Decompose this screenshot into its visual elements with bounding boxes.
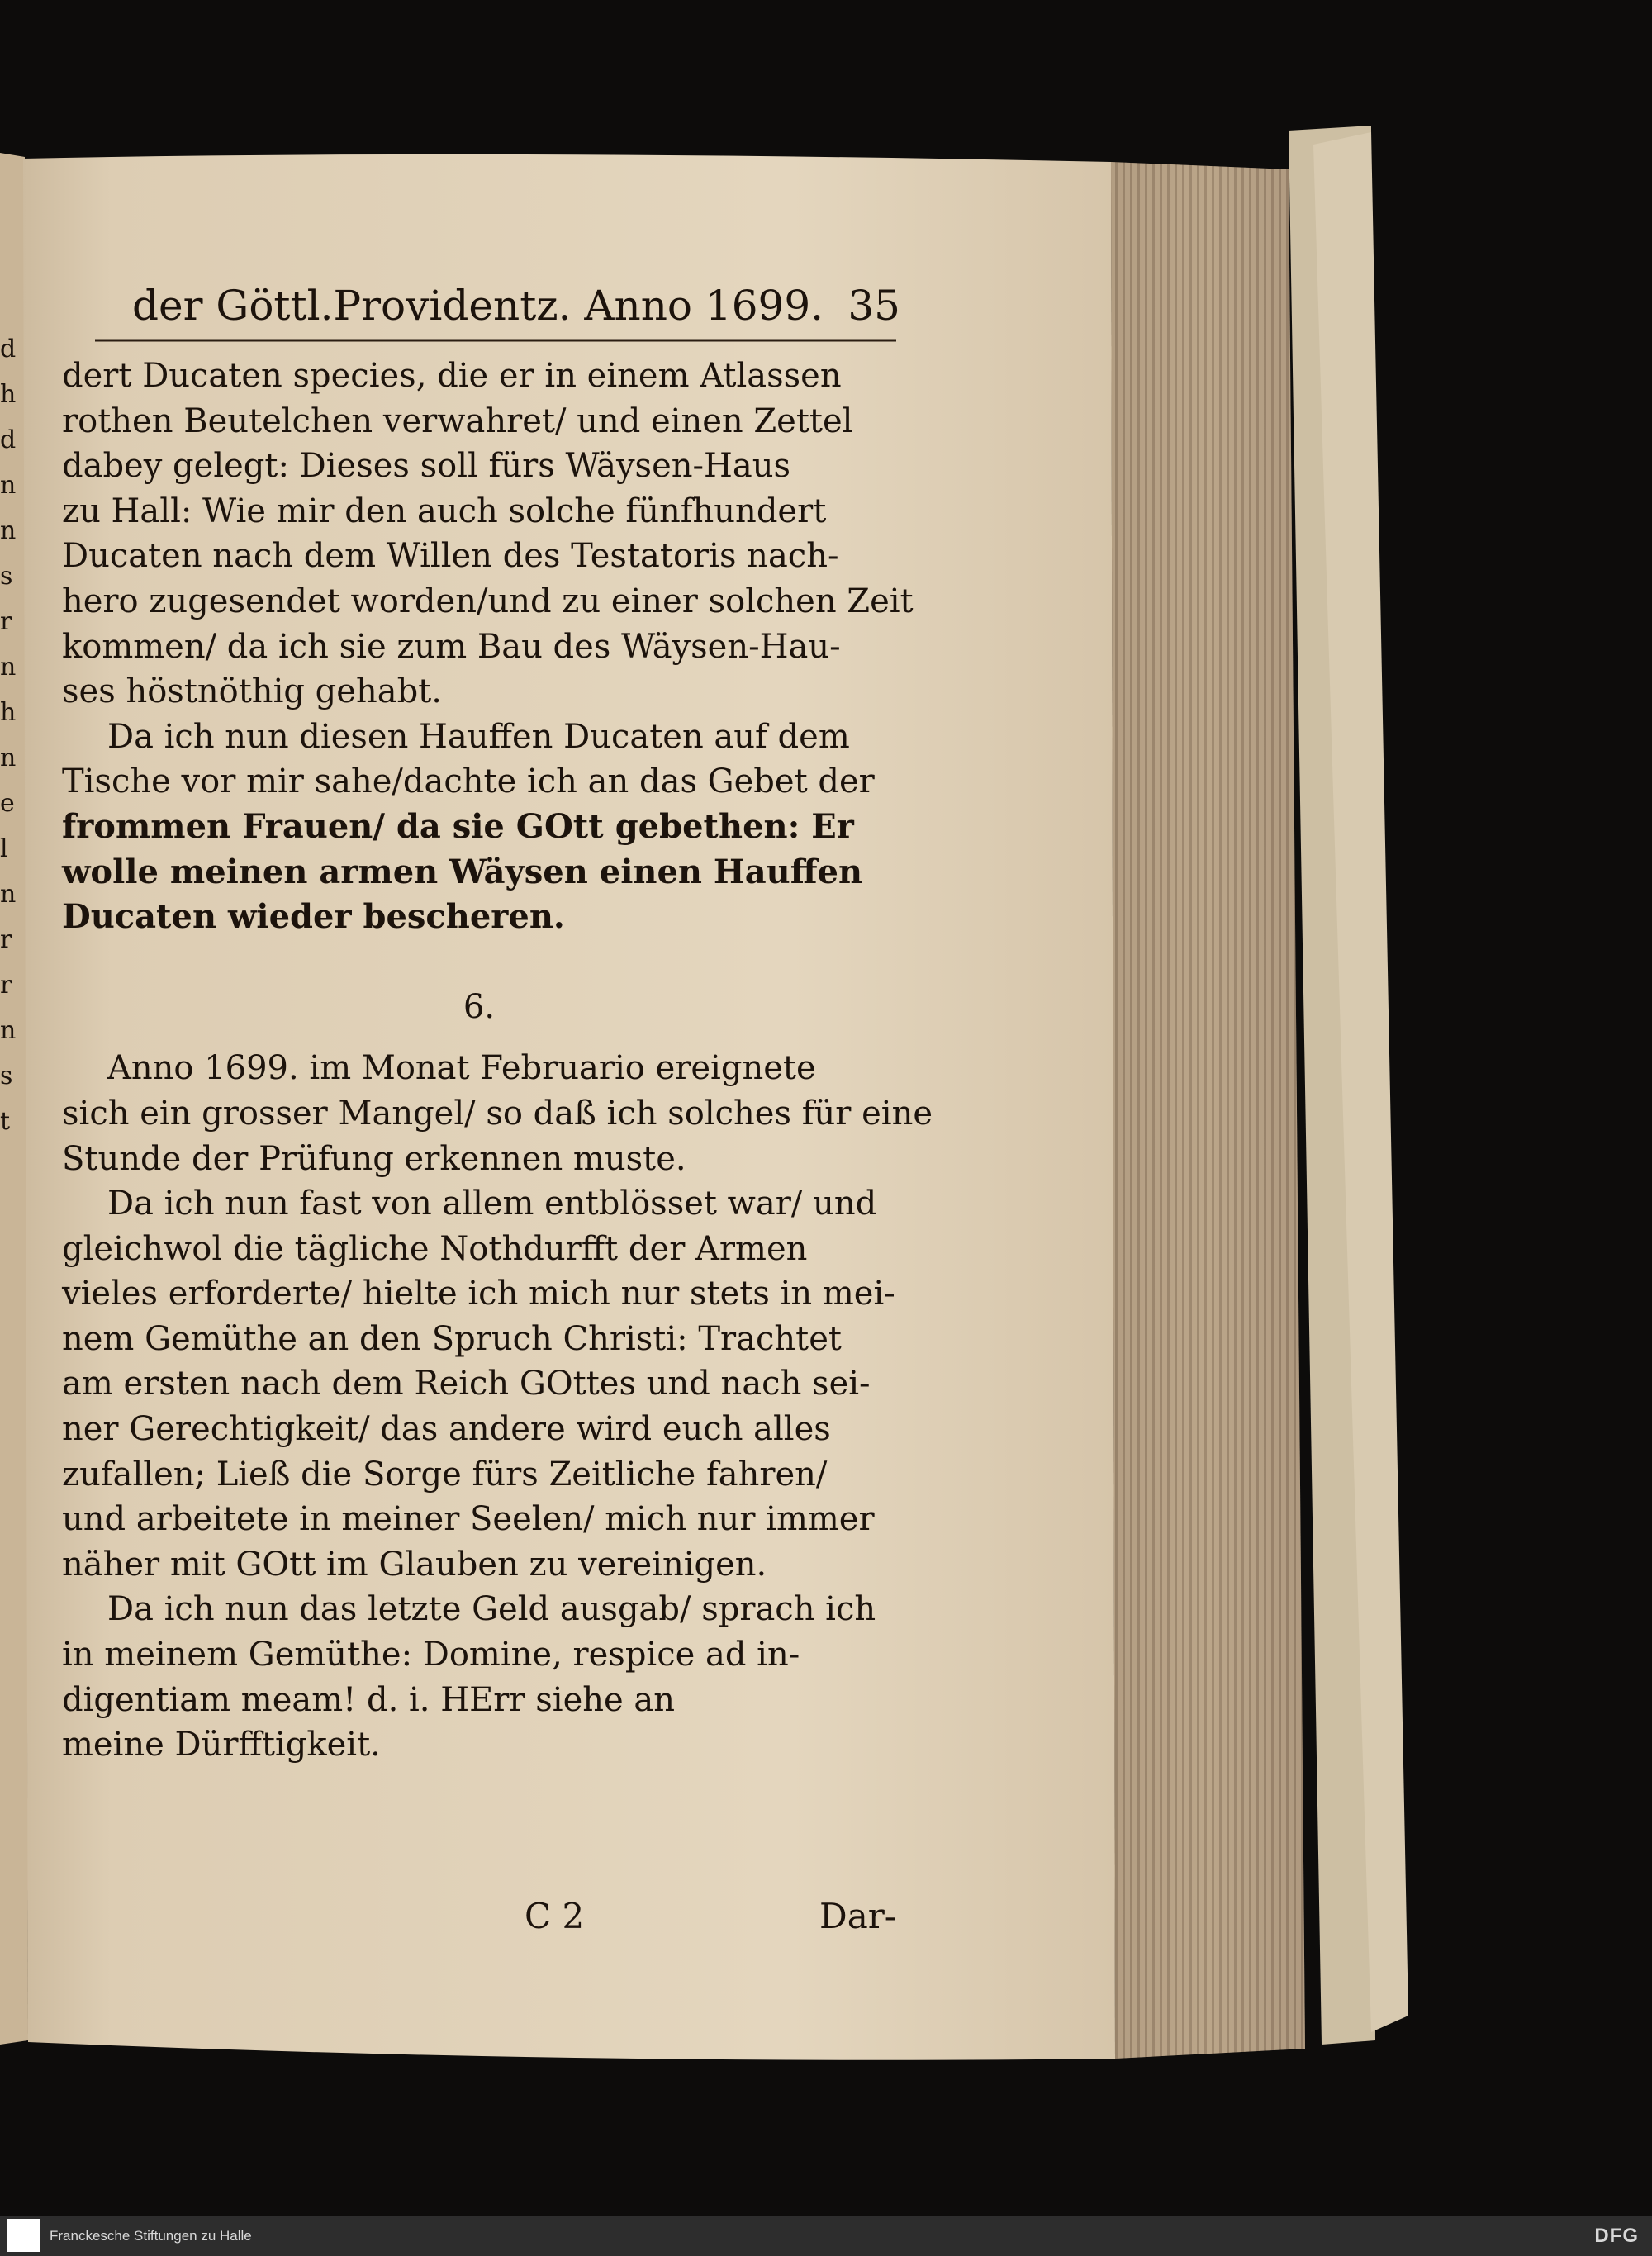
text-line: und arbeitete in meiner Seelen/ mich nur immer [62,1500,875,1539]
left-page-fragments [0,326,18,1144]
left-page-fragment: n [0,743,17,772]
institution-logo-icon [7,2219,40,2252]
text-line: Stunde der Prüfung erkennen muste. [62,1139,686,1178]
left-page-fragment: r [0,607,12,636]
text-line: Ducaten wieder bescheren. [62,897,565,937]
section-gap [62,1029,896,1046]
left-page-fragment: n [0,1016,17,1045]
left-page-fragment: n [0,516,17,545]
left-page-fragment: d [0,335,17,363]
footer-funder-logo: DFG [1594,2225,1639,2247]
left-page-fragment: n [0,880,17,909]
text-line: Tische vor mir sahe/dachte ich an das Gebet der [62,762,875,801]
footer-institution: Franckesche Stiftungen zu Halle [50,2228,252,2244]
section-gap [62,940,896,985]
left-page-fragment: r [0,971,12,1000]
text-line: zufallen; Ließ die Sorge fürs Zeitliche fahren/ [62,1455,828,1494]
footer-bar [0,2216,1652,2256]
signature-mark: C 2 [525,1896,585,1936]
left-page-fragment: s [0,562,13,591]
signature-line [62,1892,896,1941]
text-line: in meinem Gemüthe: Domine, respice ad in- [62,1636,800,1674]
left-page-fragment: h [0,698,17,727]
text-line: zu Hall: Wie mir den auch solche fünfhundert [62,492,827,530]
text-line: wolle meinen armen Wäysen einen Hauffen [62,852,863,891]
text-line: ses höstnöthig gehabt. [62,672,442,711]
left-page-fragment: n [0,471,17,500]
text-line: gleichwol die tägliche Nothdurfft der Armen [62,1229,808,1268]
text-line: kommen/ da ich sie zum Bau des Wäysen-Hau- [62,627,841,666]
text-line: vieles erforderte/ hielte ich mich nur stets in mei- [62,1275,895,1313]
text-line: ner Gerechtigkeit/ das andere wird euch alles [62,1410,831,1449]
text-line: Da ich nun fast von allem entblösset war/ und [107,1185,877,1223]
running-head-title: der Göttl.Providentz. Anno 1699. [132,282,824,330]
text-line: Ducaten nach dem Willen des Testatoris nach- [62,537,839,576]
text-line: Anno 1699. im Monat Februario ereignete [107,1049,816,1088]
text-line: meine Dürfftigkeit. [62,1726,381,1764]
text-line: dabey gelegt: Dieses soll fürs Wäysen-Haus [62,447,791,486]
text-line: Da ich nun das letzte Geld ausgab/ sprach ich [107,1590,876,1629]
text-line: Da ich nun diesen Hauffen Ducaten auf dem [107,717,850,756]
left-page-fragment: r [0,925,12,954]
text-line: rothen Beutelchen verwahret/ und einen Zettel [62,401,853,440]
left-page-fragment: l [0,834,8,863]
text-line: frommen Frauen/ da sie GOtt gebethen: Er [62,806,854,846]
left-page-fragment: h [0,380,17,409]
page-number: 35 [847,282,900,330]
text-line: nem Gemüthe an den Spruch Christi: Trachtet [62,1319,842,1358]
left-page-fragment: t [0,1107,11,1136]
left-page-fragment: s [0,1062,13,1090]
page-body [62,354,933,1768]
text-line: dert Ducaten species, die er in einem Atlassen [62,357,842,395]
left-page-fragment: e [0,789,15,818]
section-number: 6. [463,987,496,1026]
text-line: hero zugesendet worden/und zu einer solchen Zeit [62,582,914,620]
text-line: näher mit GOtt im Glauben zu vereinigen. [62,1545,767,1584]
left-page-fragment: n [0,653,17,682]
running-head [132,273,900,339]
catchword: Dar- [819,1896,896,1936]
text-line: sich ein grosser Mangel/ so daß ich solches für eine [62,1094,933,1133]
left-page-fragment: d [0,425,17,454]
text-line: digentiam meam! d. i. HErr siehe an [62,1680,676,1719]
text-line: am ersten nach dem Reich GOttes und nach sei- [62,1365,871,1403]
